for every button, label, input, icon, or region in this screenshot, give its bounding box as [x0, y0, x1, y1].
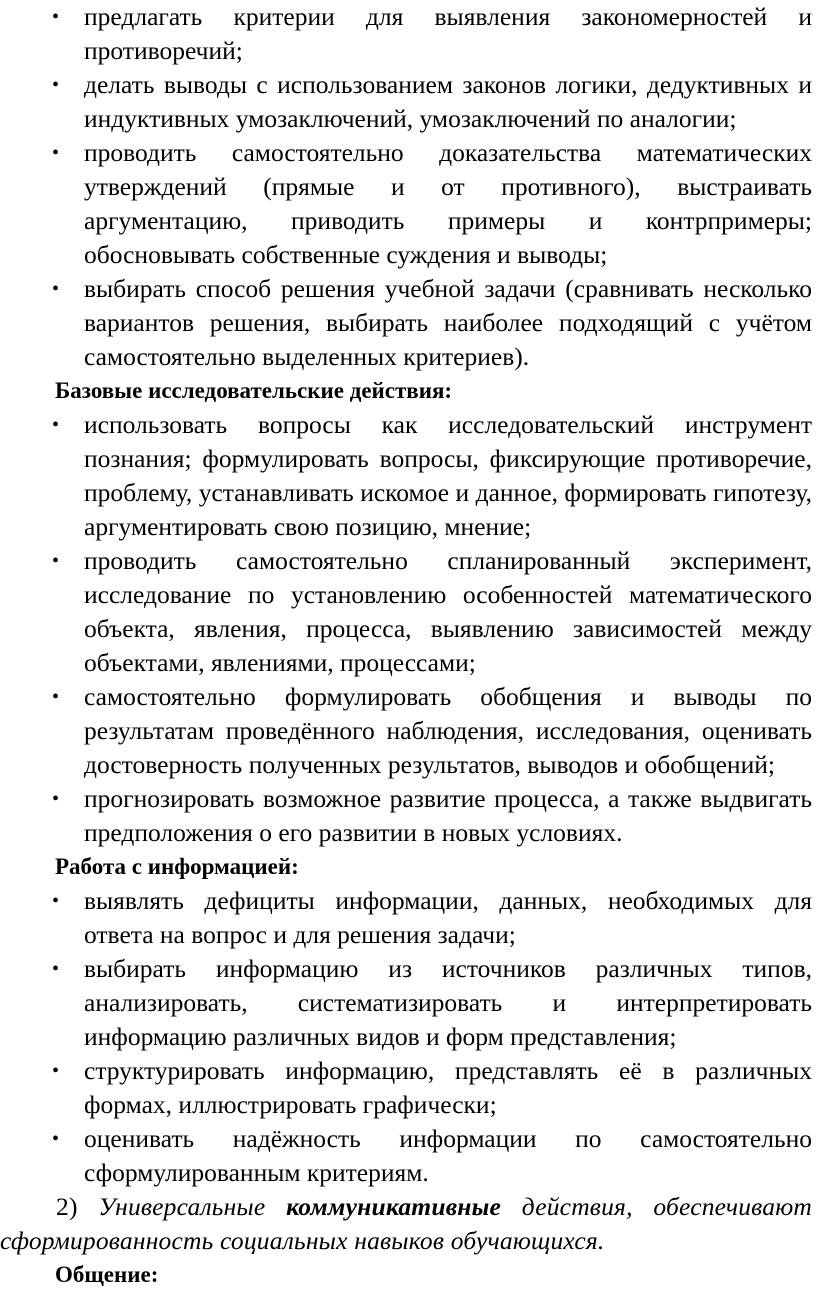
bullet-icon: •	[52, 550, 60, 572]
list-item: • предлагать критерии для выявления закономерностей и противоречий;	[52, 2, 812, 65]
list-item: • выбирать способ решения учебной задачи (сравнивать несколько вариантов решения, выбирать наиболее подходящий с учётом самостоятельно выделенных критериев).	[52, 274, 812, 371]
bullet-icon: •	[52, 890, 60, 912]
list-item: • оценивать надёжность информации по самостоятельно сформулированным критериям.	[52, 1124, 812, 1187]
research-heading: Базовые исследовательские действия:	[55, 378, 453, 403]
bullet-icon: •	[52, 74, 60, 96]
communicative-paragraph: 2) Универсальные коммуникативные действия, обеспечивают сформированность социальных навыков обучающихся.	[0, 1192, 812, 1255]
list-item: • прогнозировать возможное развитие процесса, а также выдвигать предположения о его развитии в новых условиях.	[52, 784, 812, 847]
information-heading: Работа с информацией:	[55, 854, 299, 879]
information-actions-list	[0, 884, 816, 1190]
list-item: • использовать вопросы как исследовательский инструмент познания; формулировать вопросы, фиксирующие противоречие, проблему, устанавливать искомое и данное, формировать гипотезу, аргументировать свою позицию, мнение;	[52, 410, 812, 541]
list-item: • самостоятельно формулировать обобщения и выводы по результатам проведённого наблюдения, исследования, оценивать достоверность полученных результатов, выводов и обобщений;	[52, 682, 812, 779]
list-item: • делать выводы с использованием законов логики, дедуктивных и индуктивных умозаключений, умозаключений по аналогии;	[52, 70, 812, 133]
bullet-icon: •	[52, 278, 60, 300]
bullet-icon: •	[52, 1060, 60, 1082]
bullet-icon: •	[52, 414, 60, 436]
bullet-icon: •	[52, 1128, 60, 1150]
research-actions-list	[0, 408, 816, 850]
bullet-icon: •	[52, 6, 60, 28]
section-number: 2)	[56, 1192, 78, 1221]
communication-heading: Общение:	[55, 1262, 159, 1287]
list-item: • проводить самостоятельно спланированный эксперимент, исследование по установлению особенностей математического объекта, явления, процесса, выявлению зависимостей между объектами, явлениями, процессами;	[52, 546, 812, 677]
logic-actions-list	[0, 0, 816, 374]
list-item: • выбирать информацию из источников различных типов, анализировать, систематизировать и интерпретировать информацию различных видов и форм представления;	[52, 954, 812, 1051]
list-item: • структурировать информацию, представлять её в различных формах, иллюстрировать графически;	[52, 1056, 812, 1119]
list-item: • проводить самостоятельно доказательства математических утверждений (прямые и от противного), выстраивать аргументацию, приводить примеры и контрпримеры; обосновывать собственные суждения и выводы;	[52, 138, 812, 269]
bullet-icon: •	[52, 958, 60, 980]
bullet-icon: •	[52, 788, 60, 810]
list-item: • выявлять дефициты информации, данных, необходимых для ответа на вопрос и для решения задачи;	[52, 886, 812, 949]
bullet-icon: •	[52, 686, 60, 708]
bullet-icon: •	[52, 142, 60, 164]
